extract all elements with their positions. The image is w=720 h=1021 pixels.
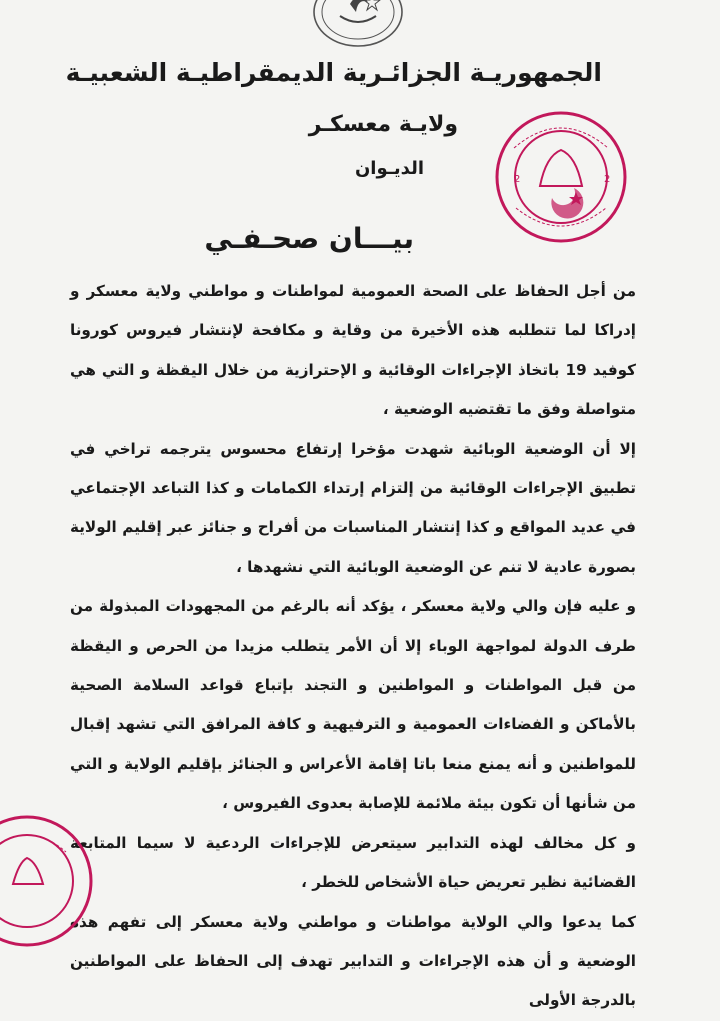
official-stamp-right xyxy=(492,108,630,246)
paragraph-5: كما يدعوا والي الولاية مواطنات و مواطني ولاية معسكر إلى تفهم هذه الوضعية و أن هذه الإجراءات و التدابير تهدف إلى الحفاظ على المواطنين بالدرجة الأولى xyxy=(70,912,636,1010)
paragraph-2: إلا أن الوضعية الوبائية شهدت مؤخرا إرتفاع محسوس يترجمه تراخي في تطبيق الإجراءات الوقائية من إلتزام إرتداء الكمامات و كذا التباعد الإجتماعي في عديد المواقع و كذا إنتشار المناسبات من أفراح و جنائز عبر إقليم الولاية بصورة عادية لا تنم عن الوضعية الوبائية التي نشهدها ، xyxy=(70,439,636,576)
svg-text:2: 2 xyxy=(604,174,611,185)
state-emblem-icon xyxy=(310,0,406,48)
body-text xyxy=(70,272,636,1021)
document-title: بيـــان صحـفـي xyxy=(204,222,414,255)
paragraph-4: و كل مخالف لهذه التدابير سيتعرض للإجراءات الردعية لا سيما المتابعة القضائية نظير تعريض حياة الأشخاص للخطر ، xyxy=(70,833,636,892)
paragraph-1: من أجل الحفاظ على الصحة العمومية لمواطنات و مواطني ولاية معسكر و إدراكا لما تتطلبه هذه الأخيرة من وقاية و مكافحة لإنتشار فيروس كورونا كوفيد 19 باتخاذ الإجراءات الوقائية و الإحترازية من خلال اليقظة و التي هي متواصلة وفق ما تقتضيه الوضعية ، xyxy=(70,282,636,419)
republic-heading: الجمهوريـة الجزائـرية الديمقراطيـة الشعبيـة xyxy=(65,58,602,87)
official-stamp-left xyxy=(0,812,96,950)
stamp-number: 2 xyxy=(514,174,521,185)
wilaya-heading: ولايـة معسكـر xyxy=(308,112,458,137)
office-heading: الديـوان xyxy=(354,158,424,179)
paragraph-3: و عليه فإن والي ولاية معسكر ، يؤكد أنه بالرغم من المجهودات المبذولة من طرف الدولة لمواجهة الوباء إلا أن الأمر يتطلب مزيدا من الحرص و اليقظة من قبل المواطنات و المواطنين و التجند بإتباع قواعد السلامة الصحية بالأماكن و الفضاءات العمومية و الترفيهية و كافة المرافق التي تشهد إقبال للمواطنين و أنه يمنع منعا باتا إقامة الأعراس و الجنائز بإقليم الولاية و التي من شأنها أن تكون بيئة ملائمة للإصابة بعدوى الفيروس ، xyxy=(70,597,636,813)
